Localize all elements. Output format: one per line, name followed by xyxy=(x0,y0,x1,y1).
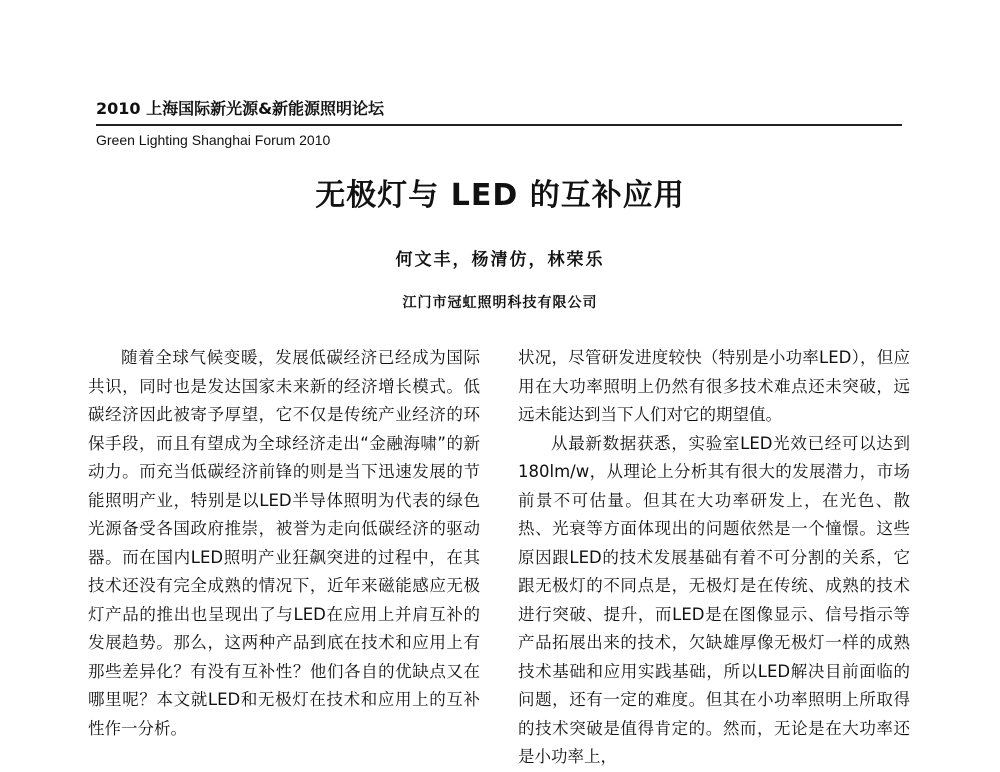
forum-header-english: Green Lighting Shanghai Forum 2010 xyxy=(96,132,331,148)
author-list: 何文丰，杨清仿，林荣乐 xyxy=(395,250,605,270)
paragraph-continuation: 状况，尽管研发进度较快（特别是小功率LED），但应用在大功率照明上仍然有很多技术难点还未突破，远远未能达到当下人们对它的期望值。 xyxy=(518,348,910,424)
paper-title: 无极灯与 LED 的互补应用 xyxy=(315,178,685,213)
right-column xyxy=(518,344,910,772)
forum-header-chinese: 2010 上海国际新光源&新能源照明论坛 xyxy=(96,99,385,118)
paragraph-data: 从最新数据获悉，实验室LED光效已经可以达到180lm/w，从理论上分析其有很大的发展潜力，市场前景不可估量。但其在大功率研发上，在光色、散热、光衰等方面体现出的问题依然是一个憧憬。这些原因跟LED的技术发展基础有着不可分割的关系，它跟无极灯的不同点是，无极灯是在传统、成熟的技术进行突破、提升，而LED是在图像显示、信号指示等产品拓展出来的技术，欠缺雄厚像无极灯一样的成熟技术基础和应用实践基础，所以LED解决目前面临的问题，还有一定的难度。但其在小功率照明上所取得的技术突破是值得肯定的。然而，无论是在大功率还是小功率上， xyxy=(518,433,910,766)
header-divider xyxy=(96,124,902,126)
paragraph-intro: 随着全球气候变暖，发展低碳经济已经成为国际共识，同时也是发达国家未来新的经济增长模式。低碳经济因此被寄予厚望，它不仅是传统产业经济的环保手段，而且有望成为全球经济走出“金融海啸”的新动力。而充当低碳经济前锋的则是当下迅速发展的节能照明产业，特别是以LED半导体照明为代表的绿色光源备受各国政府推崇，被誉为走向低碳经济的驱动器。而在国内LED照明产业狂飙突进的过程中，在其技术还没有完全成熟的情况下，近年来磁能感应无极灯产品的推出也呈现出了与LED在应用上并肩互补的发展趋势。那么，这两种产品到底在技术和应用上有那些差异化？有没有互补性？他们各自的优缺点又在哪里呢？本文就LED和无极灯在技术和应用上的互补性作一分析。 xyxy=(88,348,480,738)
left-column xyxy=(88,344,480,743)
author-affiliation: 江门市冠虹照明科技有限公司 xyxy=(402,295,598,311)
